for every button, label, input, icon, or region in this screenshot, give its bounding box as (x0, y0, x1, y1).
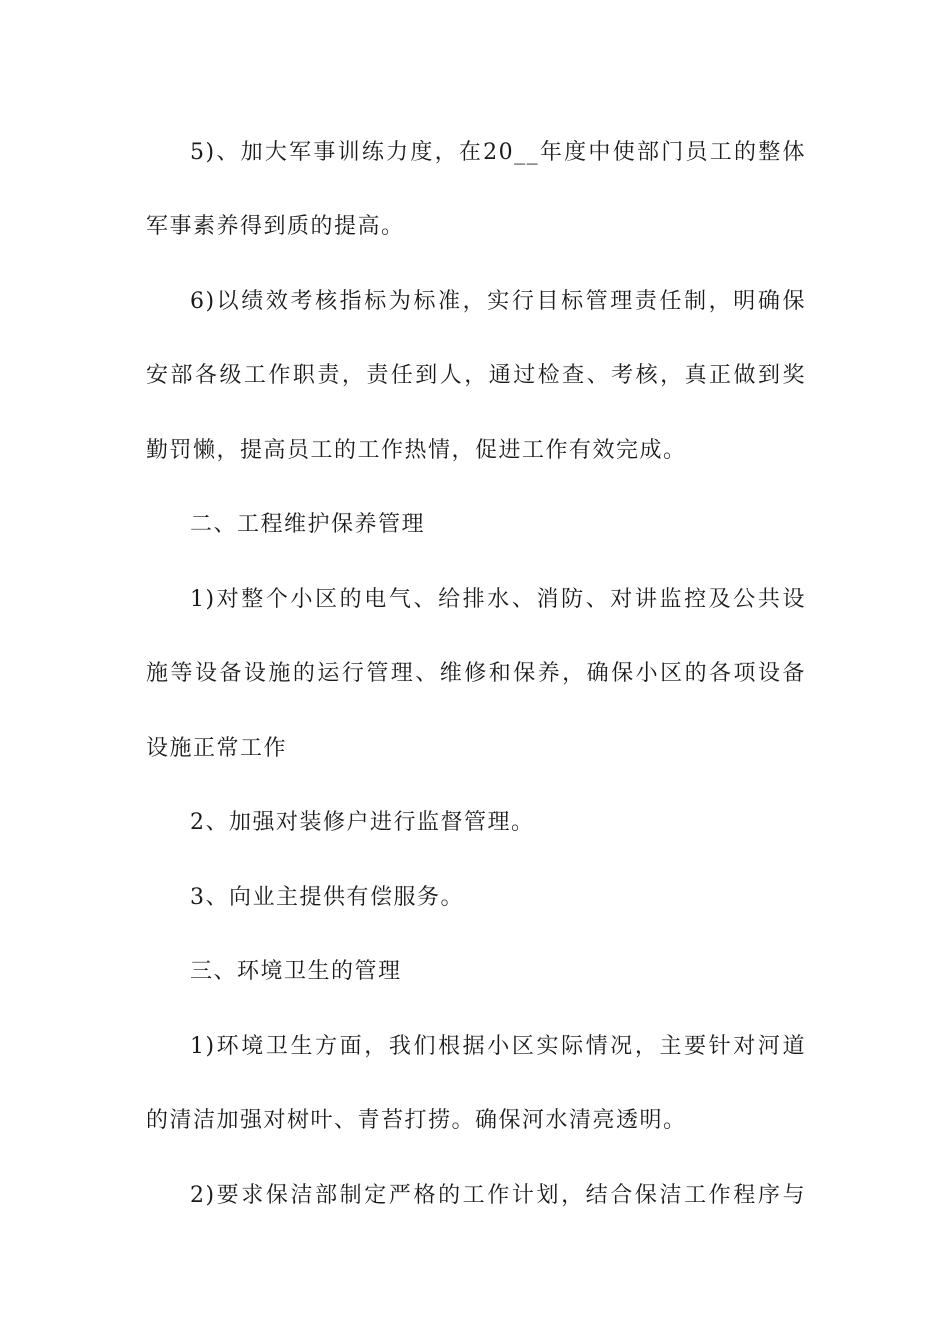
paragraph-line: 设施正常工作 (146, 736, 288, 761)
paragraph-line: 2、加强对装修户进行监督管理。 (190, 810, 535, 835)
paragraph-line: 勤罚懒，提高员工的工作热情，促进工作有效完成。 (146, 438, 687, 463)
paragraph-line: 5)、加大军事训练力度，在20__年度中使部门员工的整体 (190, 140, 806, 165)
section-heading: 三、环境卫生的管理 (190, 959, 402, 984)
paragraph-line: 安部各级工作职责，责任到人，通过检查、考核，真正做到奖 (146, 363, 806, 388)
paragraph-line: 6)以绩效考核指标为标准，实行目标管理责任制，明确保 (190, 289, 806, 314)
paragraph-line: 的清洁加强对树叶、青苔打捞。确保河水清亮透明。 (146, 1108, 687, 1133)
paragraph-line: 3、向业主提供有偿服务。 (190, 885, 464, 910)
paragraph-line: 2)要求保洁部制定严格的工作计划，结合保洁工作程序与 (190, 1183, 806, 1208)
section-heading: 二、工程维护保养管理 (190, 512, 426, 537)
paragraph-line: 1)环境卫生方面，我们根据小区实际情况，主要针对河道 (190, 1034, 806, 1059)
paragraph-line: 施等设备设施的运行管理、维修和保养，确保小区的各项设备 (146, 661, 806, 686)
paragraph-line: 1)对整个小区的电气、给排水、消防、对讲监控及公共设 (190, 587, 806, 612)
paragraph-line: 军事素养得到质的提高。 (146, 214, 405, 239)
